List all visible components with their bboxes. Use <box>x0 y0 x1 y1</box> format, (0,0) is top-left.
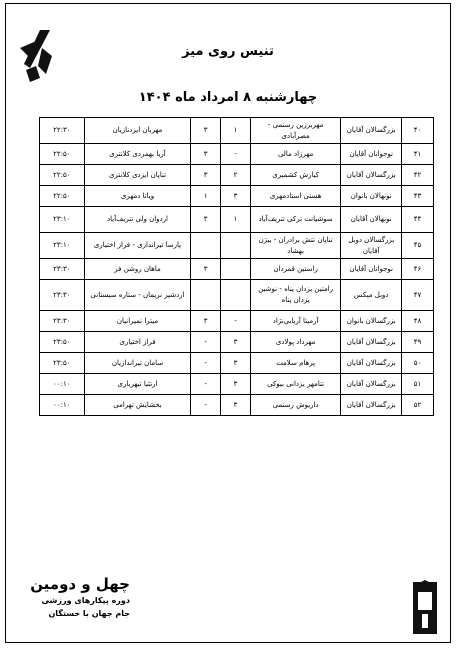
score1-cell: ۳ <box>221 332 251 353</box>
player2-cell: سامان تیراندازیان <box>84 353 190 374</box>
player2-cell: بخشایش تهرامی <box>84 395 190 416</box>
player1-cell: تتامهر یزدانی بیوکی <box>250 374 341 395</box>
category-cell: نونهالان آقایان <box>341 207 402 233</box>
category-cell: بزرگسالان دوبل آقایان <box>341 233 402 259</box>
time-cell: ۲۳:۵۰ <box>40 332 85 353</box>
time-cell: ۲۲:۵۰ <box>40 144 85 165</box>
tower-logo <box>411 580 439 636</box>
schedule-date: چهارشنبه ۸ امرداد ماه ۱۴۰۴ <box>138 90 318 105</box>
score1-cell <box>221 259 251 280</box>
player1-cell: مهرزاد مالی <box>250 144 341 165</box>
brand-subtitle: دوره پیکارهای ورزشی <box>41 596 130 605</box>
table-row <box>40 311 434 332</box>
score2-cell: ۳ <box>191 144 221 165</box>
score2-cell: ۳ <box>191 165 221 186</box>
table-row <box>40 259 434 280</box>
category-cell: نونهالان بانوان <box>341 186 402 207</box>
category-cell: دوبل میکس <box>341 280 402 311</box>
score2-cell: ۳ <box>191 311 221 332</box>
row-number: ۵۲ <box>402 395 434 416</box>
score1-cell: ۳ <box>221 353 251 374</box>
category-cell: بزرگسالان آقایان <box>341 374 402 395</box>
row-number: ۴۸ <box>402 311 434 332</box>
player2-cell: آریا بهمردی کلانتری <box>84 144 190 165</box>
score1-cell <box>221 280 251 311</box>
player1-cell: تناپان تتش برادران - بیژن بهشاد <box>250 233 341 259</box>
table-row <box>40 353 434 374</box>
score2-cell: ۳ <box>191 118 221 144</box>
score1-cell: ۲ <box>221 165 251 186</box>
category-cell: نوجوانان آقایان <box>341 144 402 165</box>
player1-cell: کیارش کشمیری <box>250 165 341 186</box>
score2-cell: ۳ <box>191 207 221 233</box>
player2-cell: میترا نمیرانیان <box>84 311 190 332</box>
time-cell: ۲۳:۳۰ <box>40 280 85 311</box>
player2-cell: تناپان ایزدی کلانتری <box>84 165 190 186</box>
player1-cell: هستی استادمهری <box>250 186 341 207</box>
score2-cell: - <box>191 374 221 395</box>
player1-cell: آرمیتا آریایی‌نژاد <box>250 311 341 332</box>
row-number: ۴۱ <box>402 144 434 165</box>
schedule-page <box>5 3 451 643</box>
score1-cell: ۳ <box>221 374 251 395</box>
player1-cell: رامتین یزدان پناه - نوشین یزدان پناه <box>250 280 341 311</box>
time-cell: ۲۳:۳۰ <box>40 259 85 280</box>
page-title: تنیس روی میز <box>182 44 274 59</box>
score2-cell <box>191 233 221 259</box>
table-row <box>40 165 434 186</box>
row-number: ۴۳ <box>402 186 434 207</box>
time-cell: ۲۲:۵۰ <box>40 186 85 207</box>
time-cell: ۲۳:۱۰ <box>40 233 85 259</box>
time-cell: ۲۳:۵۰ <box>40 353 85 374</box>
score1-cell: - <box>221 311 251 332</box>
category-cell: بزرگسالان بانوان <box>341 311 402 332</box>
player2-cell: اردشیر نریمان - ستاره سیستانی <box>84 280 190 311</box>
brand-tagline: جام جهان با خستگان <box>48 609 130 618</box>
row-number: ۴۴ <box>402 207 434 233</box>
score2-cell: - <box>191 395 221 416</box>
table-row <box>40 280 434 311</box>
score1-cell: - <box>221 144 251 165</box>
player2-cell: ارتئیا تیهریاری <box>84 374 190 395</box>
table-row <box>40 207 434 233</box>
time-cell: ۰۰:۱۰ <box>40 374 85 395</box>
match-schedule-table <box>39 117 434 416</box>
player2-cell: فراز اختیاری <box>84 332 190 353</box>
score2-cell <box>191 280 221 311</box>
player2-cell: ماهان روشن فر <box>84 259 190 280</box>
category-cell: بزرگسالان آقایان <box>341 332 402 353</box>
player1-cell: سوشیانت ترکی تتریف‌آباد <box>250 207 341 233</box>
table-row <box>40 332 434 353</box>
player2-cell: اردوان ولی تتریف‌آباد <box>84 207 190 233</box>
category-cell: بزرگسالان آقایان <box>341 353 402 374</box>
time-cell: ۲۳:۳۰ <box>40 311 85 332</box>
category-cell: بزرگسالان آقایان <box>341 118 402 144</box>
category-cell: بزرگسالان آقایان <box>341 395 402 416</box>
player2-cell: پارسا تیراندازی - فراز اختیاری <box>84 233 190 259</box>
score1-cell: ۱ <box>221 118 251 144</box>
score1-cell: ۳ <box>221 186 251 207</box>
table-row <box>40 118 434 144</box>
score1-cell: ۱ <box>221 207 251 233</box>
row-number: ۴۵ <box>402 233 434 259</box>
time-cell: ۲۳:۱۰ <box>40 207 85 233</box>
table-row <box>40 395 434 416</box>
score2-cell: ۱ <box>191 186 221 207</box>
event-brand <box>20 575 130 620</box>
player1-cell: راستین قمردان <box>250 259 341 280</box>
table-row <box>40 374 434 395</box>
row-number: ۴۷ <box>402 280 434 311</box>
player1-cell: داریوش رستمی <box>250 395 341 416</box>
row-number: ۵۰ <box>402 353 434 374</box>
table-row <box>40 233 434 259</box>
player2-cell: ویانا دمهری <box>84 186 190 207</box>
score2-cell: ۳ <box>191 259 221 280</box>
time-cell: ۲۲:۳۰ <box>40 118 85 144</box>
table-row <box>40 186 434 207</box>
row-number: ۴۲ <box>402 165 434 186</box>
category-cell: نوجوانان آقایان <box>341 259 402 280</box>
player2-cell: مهربان ایزدنازیان <box>84 118 190 144</box>
player1-cell: مهربرزین رستمی - مصرآبادی <box>250 118 341 144</box>
time-cell: ۰۰:۱۰ <box>40 395 85 416</box>
time-cell: ۲۲:۵۰ <box>40 165 85 186</box>
score2-cell: - <box>191 332 221 353</box>
category-cell: بزرگسالان آقایان <box>341 165 402 186</box>
score1-cell <box>221 233 251 259</box>
row-number: ۴۶ <box>402 259 434 280</box>
score1-cell: ۳ <box>221 395 251 416</box>
score2-cell: - <box>191 353 221 374</box>
brand-name: چهل و دومین <box>30 575 130 593</box>
player1-cell: پرهام سلامت <box>250 353 341 374</box>
row-number: ۴۰ <box>402 118 434 144</box>
row-number: ۴۹ <box>402 332 434 353</box>
player1-cell: مهرداد پولادی <box>250 332 341 353</box>
table-row <box>40 144 434 165</box>
row-number: ۵۱ <box>402 374 434 395</box>
